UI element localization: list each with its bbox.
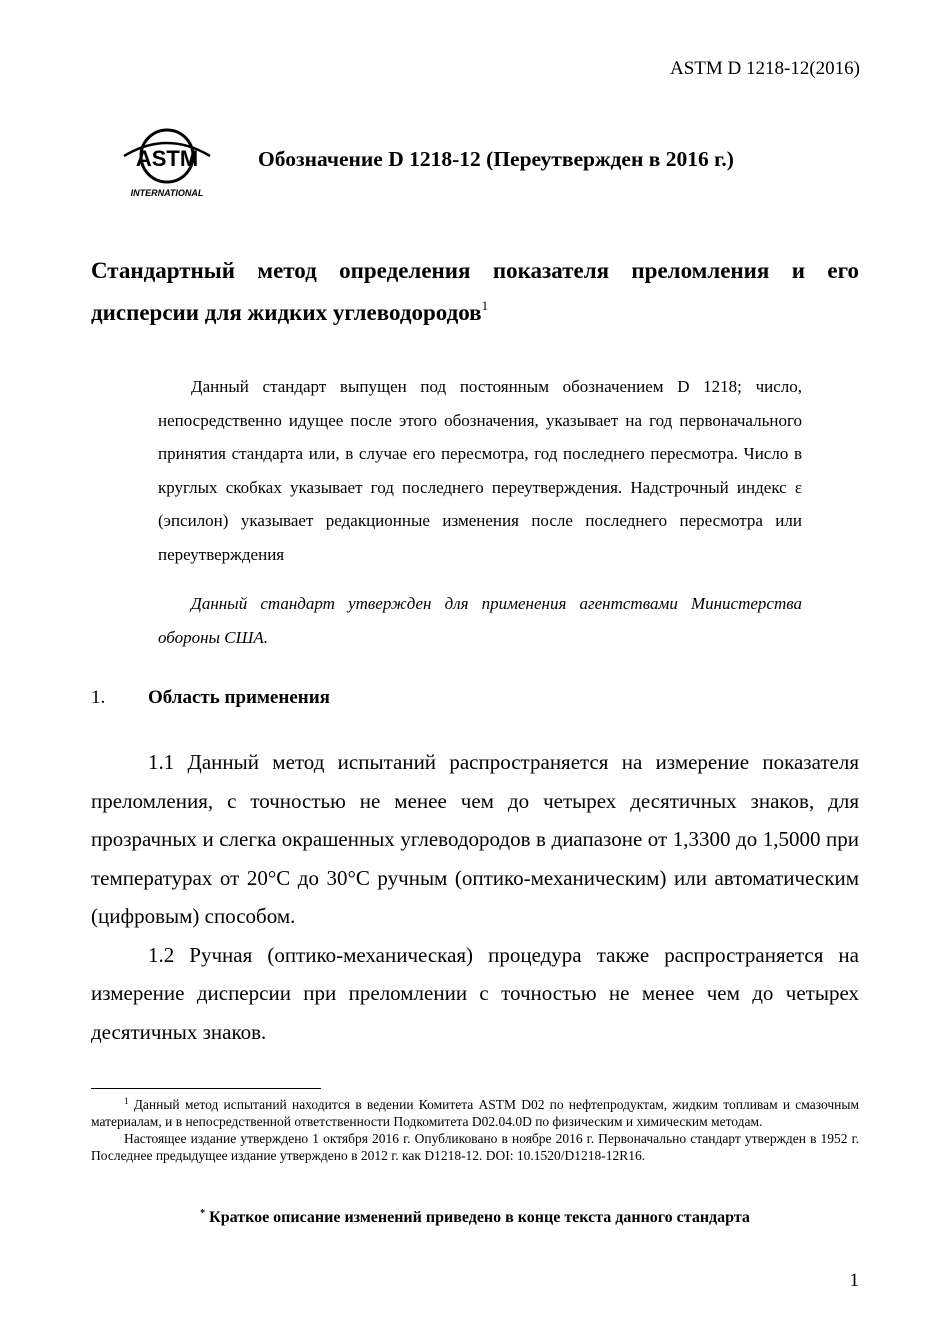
footnote-divider: [91, 1088, 321, 1089]
logo-letters: ASTM: [135, 146, 199, 171]
page-number: 1: [849, 1270, 859, 1291]
paragraph-1-2: 1.2 Ручная (оптико-механическая) процедура также распространяется на измерение дисперсии при преломлении с точностью не менее чем до четырех десятичных знаков.: [91, 942, 859, 1044]
document-title-text: Стандартный метод определения показателя преломления и его дисперсии для жидких углеводородов: [91, 258, 859, 325]
changes-mark: *: [200, 1208, 206, 1219]
dod-notice: Данный стандарт утвержден для применения агентствами Министерства обороны США.: [158, 594, 802, 647]
changes-text: Краткое описание изменений приведено в конце текста данного стандарта: [209, 1209, 750, 1226]
notice-paragraph: Данный стандарт выпущен под постоянным обозначением D 1218; число, непосредственно идущее после этого обозначения, указывает на год первоначального принятия стандарта или, в случае его пересмотра, год последнего пересмотра. Число в круглых скобках указывает год последнего переутверждения. Надстрочный индекс ε (эпсилон) указывает редакционные изменения после последнего пересмотра или переутверждения: [158, 377, 802, 564]
footnote-1-text: Данный метод испытаний находится в ведении Комитета ASTM D02 по нефтепродуктам, жидким топливам и смазочным материалам, и в непосредственной ответственности Подкомитета D02.04.0D по физическим и химическим методам.: [91, 1097, 860, 1129]
document-code: ASTM D 1218-12(2016): [670, 58, 860, 79]
paragraph-1-1: 1.1 Данный метод испытаний распространяется на измерение показателя преломления, с точностью не менее чем до четырех десятичных знаков, для прозрачных и слегка окрашенных углеводородов в диапазоне от 1,3300 до 1,5000 при температурах от 20°С до 30°С ручным (оптико-механическим) или автоматическим (цифровым) способом.: [91, 750, 859, 928]
footnotes: [91, 1096, 859, 1164]
footnote-edition: Настоящее издание утверждено 1 октября 2016 г. Опубликовано в ноябре 2016 г. Первоначально стандарт утвержден в 1952 г. Последнее предыдущее издание утверждено в 2012 г. как D1218-12. DOI: 10.1520/D1218-12R16.: [91, 1131, 859, 1163]
document-title: [91, 250, 859, 334]
designation-notice: [158, 370, 802, 654]
logo-subtitle: INTERNATIONAL: [130, 188, 204, 198]
section-title: Область применения: [148, 687, 330, 708]
footnote-1: [91, 1096, 859, 1130]
astm-logo: [122, 126, 212, 202]
title-footnote-mark: 1: [481, 298, 489, 313]
section-body: [91, 743, 859, 1051]
footnote-1-mark: 1: [124, 1096, 129, 1106]
designation-heading: Обозначение D 1218-12 (Переутвержден в 2016 г.): [258, 147, 734, 171]
section-number: 1.: [91, 687, 106, 708]
changes-note: [91, 1209, 859, 1227]
astm-logo-icon: [122, 126, 212, 202]
